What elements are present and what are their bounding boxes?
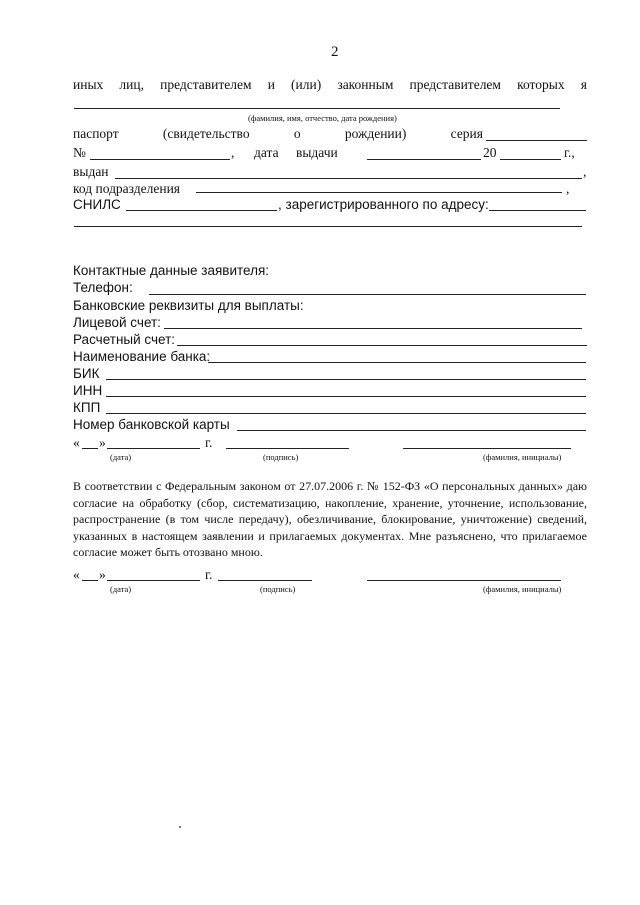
name-caption: (фамилия, инициалы) [483, 584, 562, 594]
consent-paragraph: В соответствии с Федеральным законом от 27.07.2006 г. № 152-ФЗ «О персональных данных» даю согласие на обработку (сбор, систематизацию, накопление, хранение, уточнение, использование, распространение (в том числе передачу), обезличивание, блокирование, уничтожение) сведений, указанных в настоящем заявлении и прилагаемых документах. Мне разъяснено, что прилагаемое согласие может быть отозвано мною. [73, 479, 587, 560]
name-initials-field[interactable] [403, 448, 571, 449]
date-quote-open: « [73, 567, 80, 582]
date-year-mark: г. [205, 435, 213, 450]
bank-details-heading: Банковские реквизиты для выплаты: [73, 298, 304, 313]
date-year-mark: г. [205, 567, 213, 582]
date-quote-open: « [73, 435, 80, 450]
bik-field[interactable] [106, 379, 586, 380]
date-quote-close: » [99, 435, 106, 450]
registered-address-label: , зарегистрированного по адресу: [278, 197, 489, 212]
intro-word: и [267, 77, 275, 92]
scan-speck [179, 826, 181, 828]
passport-series-field[interactable] [486, 140, 587, 141]
passport-word: паспорт [73, 126, 119, 141]
intro-word: законным [337, 77, 394, 92]
intro-word: я [580, 77, 587, 92]
contacts-heading: Контактные данные заявителя: [73, 263, 270, 278]
issued-by-label: выдан [73, 164, 109, 179]
passport-word: о [293, 126, 301, 141]
card-number-label: Номер банковской карты [73, 417, 230, 432]
bank-name-label: Наименование банка: [73, 349, 211, 364]
intro-line [73, 77, 587, 93]
snils-label: СНИЛС [73, 197, 121, 212]
snils-field[interactable] [126, 210, 277, 211]
kpp-label: КПП [73, 400, 101, 415]
personal-account-field[interactable] [164, 328, 582, 329]
name-initials-field[interactable] [367, 580, 561, 581]
phone-label: Телефон: [73, 280, 133, 295]
subdivision-comma: , [566, 181, 570, 196]
settlement-account-label: Расчетный счет: [73, 332, 176, 347]
intro-word: лиц, [119, 77, 144, 92]
date-month-field[interactable] [107, 448, 200, 449]
issued-by-comma: , [583, 164, 587, 179]
year-suffix: г., [564, 145, 575, 160]
passport-number-label: № [73, 145, 86, 160]
subdivision-code-field[interactable] [196, 192, 562, 193]
signature-field[interactable] [226, 448, 349, 449]
fio-dob-caption: (фамилия, имя, отчество, дата рождения) [248, 113, 397, 123]
issue-year-field[interactable] [500, 159, 561, 160]
signature-caption: (подпись) [260, 584, 296, 594]
passport-word: рождении) [344, 126, 407, 141]
intro-word: (или) [291, 77, 322, 92]
passport-line [73, 126, 483, 142]
bank-name-field[interactable] [208, 362, 586, 363]
intro-word: иных [73, 77, 104, 92]
fio-dob-field[interactable] [74, 108, 560, 109]
card-number-field[interactable] [237, 430, 586, 431]
inn-field[interactable] [106, 396, 586, 397]
signature-caption: (подпись) [263, 452, 299, 462]
date-caption: (дата) [110, 584, 132, 594]
settlement-account-field[interactable] [177, 345, 587, 346]
passport-number-field[interactable] [90, 159, 230, 160]
subdivision-code-label: код подразделения [73, 181, 181, 196]
intro-word: представителем [160, 77, 252, 92]
intro-word: представителем [409, 77, 501, 92]
year-prefix: 20 [483, 145, 497, 160]
date-quote-close: » [99, 567, 106, 582]
date-day-field[interactable] [82, 580, 98, 581]
bik-label: БИК [73, 366, 100, 381]
personal-account-label: Лицевой счет: [73, 315, 161, 330]
issued-by-field[interactable] [115, 178, 582, 179]
date-caption: (дата) [110, 452, 132, 462]
passport-word: серия [450, 126, 483, 141]
address-field-2[interactable] [74, 226, 582, 227]
issue-date-label: дата выдачи [254, 145, 338, 160]
date-month-field[interactable] [107, 580, 200, 581]
number-comma: , [231, 145, 235, 160]
intro-word: которых [517, 77, 565, 92]
name-caption: (фамилия, инициалы) [483, 452, 562, 462]
passport-word: (свидетельство [162, 126, 250, 141]
date-day-field[interactable] [82, 448, 98, 449]
phone-field[interactable] [149, 294, 586, 295]
signature-field[interactable] [218, 580, 312, 581]
kpp-field[interactable] [106, 413, 586, 414]
address-field-1[interactable] [489, 210, 586, 211]
page-number: 2 [331, 44, 339, 60]
issue-date-field[interactable] [367, 159, 481, 160]
inn-label: ИНН [73, 383, 103, 398]
